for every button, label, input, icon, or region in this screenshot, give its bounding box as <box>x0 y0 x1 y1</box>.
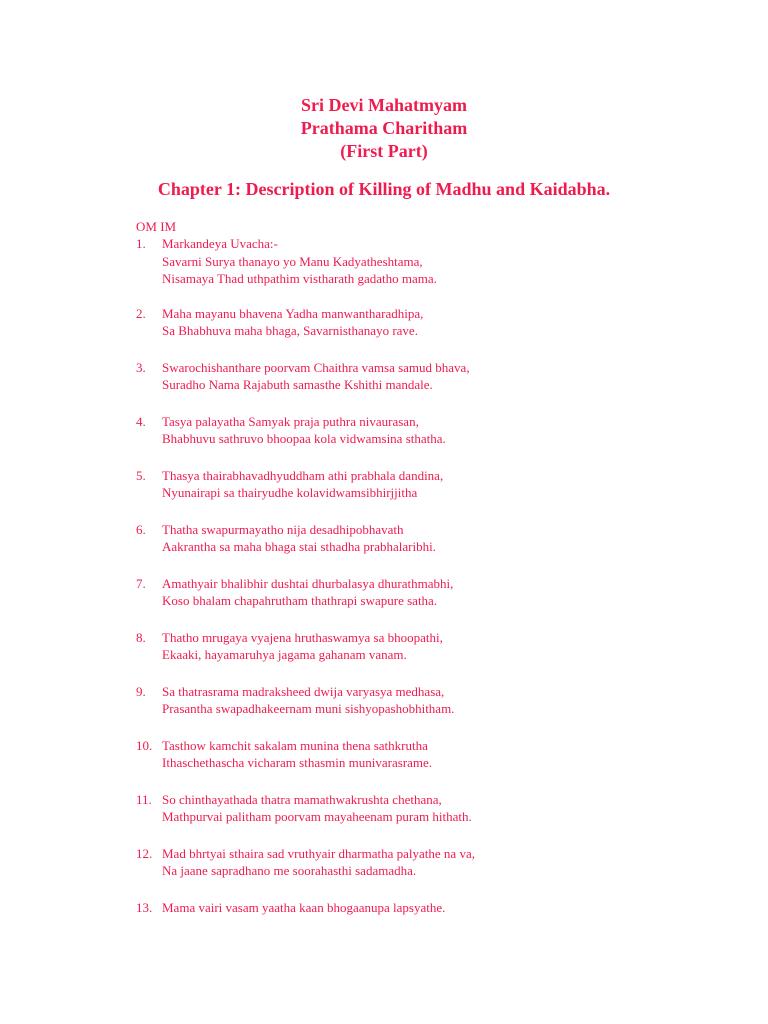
verse-number: 5. <box>136 467 146 483</box>
verse-line: Koso bhalam chapahrutham thathrapi swapure satha. <box>162 593 438 608</box>
verse-number: 7. <box>136 575 146 591</box>
verse-line: Mama vairi vasam yaatha kaan bhogaanupa lapsyathe. <box>162 899 446 915</box>
verse-line: Ekaaki, hayamaruhya jagama gahanam vanam. <box>162 647 407 662</box>
title-line-3: (First Part) <box>340 141 428 161</box>
verse-line: Thasya thairabhavadhyuddham athi prabhala dandina, <box>162 467 444 483</box>
invocation: OM IM <box>136 219 177 234</box>
verse-list <box>136 235 736 935</box>
verse-line: Mad bhrtyai sthaira sad vruthyair dharmatha palyathe na va, <box>162 845 475 861</box>
verse-line: Tasya palayatha Samyak praja puthra nivaurasan, <box>162 413 419 429</box>
verse-line: Nisamaya Thad uthpathim vistharath gadatho mama. <box>162 271 437 286</box>
title-line-2: Prathama Charitham <box>300 118 468 138</box>
verse-line: Thatha swapurmayatho nija desadhipobhavath <box>162 521 404 537</box>
verse-line: Thatho mrugaya vyajena hruthaswamya sa bhoopathi, <box>162 629 443 645</box>
verse-number: 9. <box>136 683 146 699</box>
verse-item <box>136 791 736 826</box>
verse-item <box>136 305 736 340</box>
verse-number: 6. <box>136 521 146 537</box>
verse-number: 4. <box>136 413 146 429</box>
verse-line: Tasthow kamchit sakalam munina thena sathkrutha <box>162 737 428 753</box>
verse-line: Aakrantha sa maha bhaga stai sthadha prabhalaribhi. <box>162 539 436 554</box>
verse-line: Swarochishanthare poorvam Chaithra vamsa samud bhava, <box>162 359 470 375</box>
verse-item <box>136 575 736 610</box>
verse-item <box>136 845 736 880</box>
document-title <box>0 94 768 163</box>
verse-line: Suradho Nama Rajabuth samasthe Kshithi mandale. <box>162 377 433 392</box>
verse-number: 1. <box>136 236 146 251</box>
verse-number: 12. <box>136 845 153 861</box>
verse-line: Maha mayanu bhavena Yadha manwantharadhipa, <box>162 305 424 321</box>
verse-line: Sa thatrasrama madraksheed dwija varyasya medhasa, <box>162 683 445 699</box>
verse-number: 10. <box>136 737 153 753</box>
verse-number: 2. <box>136 305 146 321</box>
verse-line: Bhabhuvu sathruvo bhoopaa kola vidwamsina sthatha. <box>162 431 446 446</box>
verse-item <box>136 359 736 394</box>
verse-number: 13. <box>136 899 153 915</box>
verse-number: 8. <box>136 629 146 645</box>
verse-item <box>136 467 736 502</box>
verse-line: Prasantha swapadhakeernam muni sishyopashobhitham. <box>162 701 455 716</box>
verse-item <box>136 413 736 448</box>
verse-line: Ithaschethascha vicharam sthasmin munivarasrame. <box>162 755 433 770</box>
chapter-heading: Chapter 1: Description of Killing of Madhu and Kaidabha. <box>157 179 611 199</box>
verse-number: 11. <box>136 791 152 807</box>
verse-number: 3. <box>136 359 146 375</box>
verse-item <box>136 683 736 718</box>
verse-item <box>136 737 736 772</box>
verse-line: Na jaane sapradhano me soorahasthi sadamadha. <box>162 863 417 878</box>
verse-line: Mathpurvai palitham poorvam mayaheenam puram hithath. <box>162 809 472 824</box>
verse-item <box>136 235 736 288</box>
verse-line: Markandeya Uvacha:- <box>162 236 278 251</box>
title-line-1: Sri Devi Mahatmyam <box>301 95 467 115</box>
verse-line: Savarni Surya thanayo yo Manu Kadyatheshtama, <box>162 253 423 269</box>
verse-item <box>136 629 736 664</box>
verse-line: So chinthayathada thatra mamathwakrushta chethana, <box>162 791 442 807</box>
verse-line: Sa Bhabhuva maha bhaga, Savarnisthanayo rave. <box>162 323 418 338</box>
verse-line: Amathyair bhalibhir dushtai dhurbalasya dhurathmabhi, <box>162 575 454 591</box>
verse-line: Nyunairapi sa thairyudhe kolavidwamsibhirjjitha <box>162 485 418 500</box>
verse-item <box>136 521 736 556</box>
verse-item <box>136 899 736 917</box>
